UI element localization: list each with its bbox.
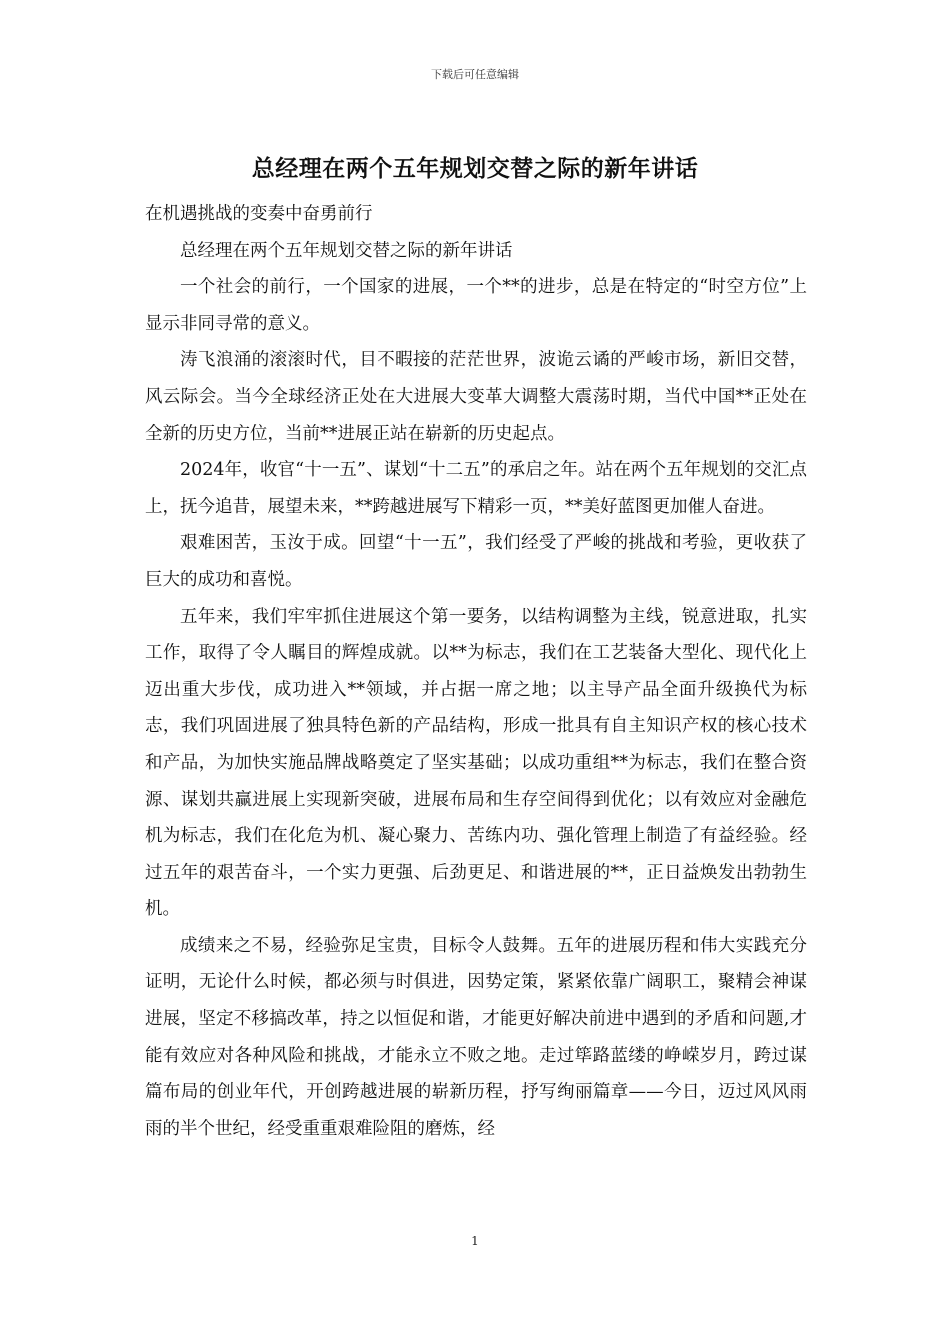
body-paragraph: 2024年，收官“十一五”、谋划“十二五”的承启之年。站在两个五年规划的交汇点上，抚今追昔，展望未来，**跨越进展写下精彩一页，**美好蓝图更加催人奋进。 (145, 460, 807, 517)
body-paragraph: 五年来，我们牢牢抓住进展这个第一要务，以结构调整为主线，锐意进取，扎实工作，取得了令人瞩目的辉煌成就。以**为标志，我们在工艺装备大型化、现代化上迈出重大步伐，成功进入**领域，并占据一席之地；以主导产品全面升级换代为标志，我们巩固进展了独具特色新的产品结构，形成一批具有自主知识产权的核心技术和产品，为加快实施品牌战略奠定了坚实基础；以成功重组**为标志，我们在整合资源、谋划共赢进展上实现新突破，进展布局和生存空间得到优化；以有效应对金融危机为标志，我们在化危为机、凝心聚力、苦练内功、强化管理上制造了有益经验。经过五年的艰苦奋斗，一个实力更强、后劲更足、和谐进展的**，正日益焕发出勃勃生机。 (145, 606, 807, 920)
subtitle-paragraph: 在机遇挑战的变奏中奋勇前行 (145, 204, 373, 224)
document-body (145, 196, 807, 1147)
body-paragraph: 一个社会的前行，一个国家的进展，一个**的进步，总是在特定的“时空方位”上显示非同寻常的意义。 (145, 277, 807, 334)
page-number: 1 (471, 1234, 479, 1248)
body-paragraph: 成绩来之不易，经验弥足宝贵，目标令人鼓舞。五年的进展历程和伟大实践充分证明，无论什么时候，都必须与时俱进，因势定策，紧紧依靠广阔职工，聚精会神谋进展，坚定不移搞改革，持之以恒促和谐，才能更好解决前进中遇到的矛盾和问题,才能有效应对各种风险和挑战，才能永立不败之地。走过筚路蓝缕的峥嵘岁月，跨过谋篇布局的创业年代，开创跨越进展的崭新历程，抒写绚丽篇章——今日，迈过风风雨雨的半个世纪，经受重重艰难险阻的磨炼，经 (145, 935, 807, 1139)
document-title: 总经理在两个五年规划交替之际的新年讲话 (251, 156, 699, 182)
page-header-note: 下载后可任意编辑 (431, 68, 519, 81)
body-paragraph: 艰难困苦，玉汝于成。回望“十一五”，我们经受了严峻的挑战和考验，更收获了巨大的成功和喜悦。 (145, 533, 807, 590)
body-paragraph: 涛飞浪涌的滚滚时代，目不暇接的茫茫世界，波诡云谲的严峻市场，新旧交替，风云际会。当今全球经济正处在大进展大变革大调整大震荡时期，当代中国**正处在全新的历史方位，当前**进展正站在崭新的历史起点。 (145, 350, 807, 444)
body-paragraph: 总经理在两个五年规划交替之际的新年讲话 (180, 240, 513, 261)
